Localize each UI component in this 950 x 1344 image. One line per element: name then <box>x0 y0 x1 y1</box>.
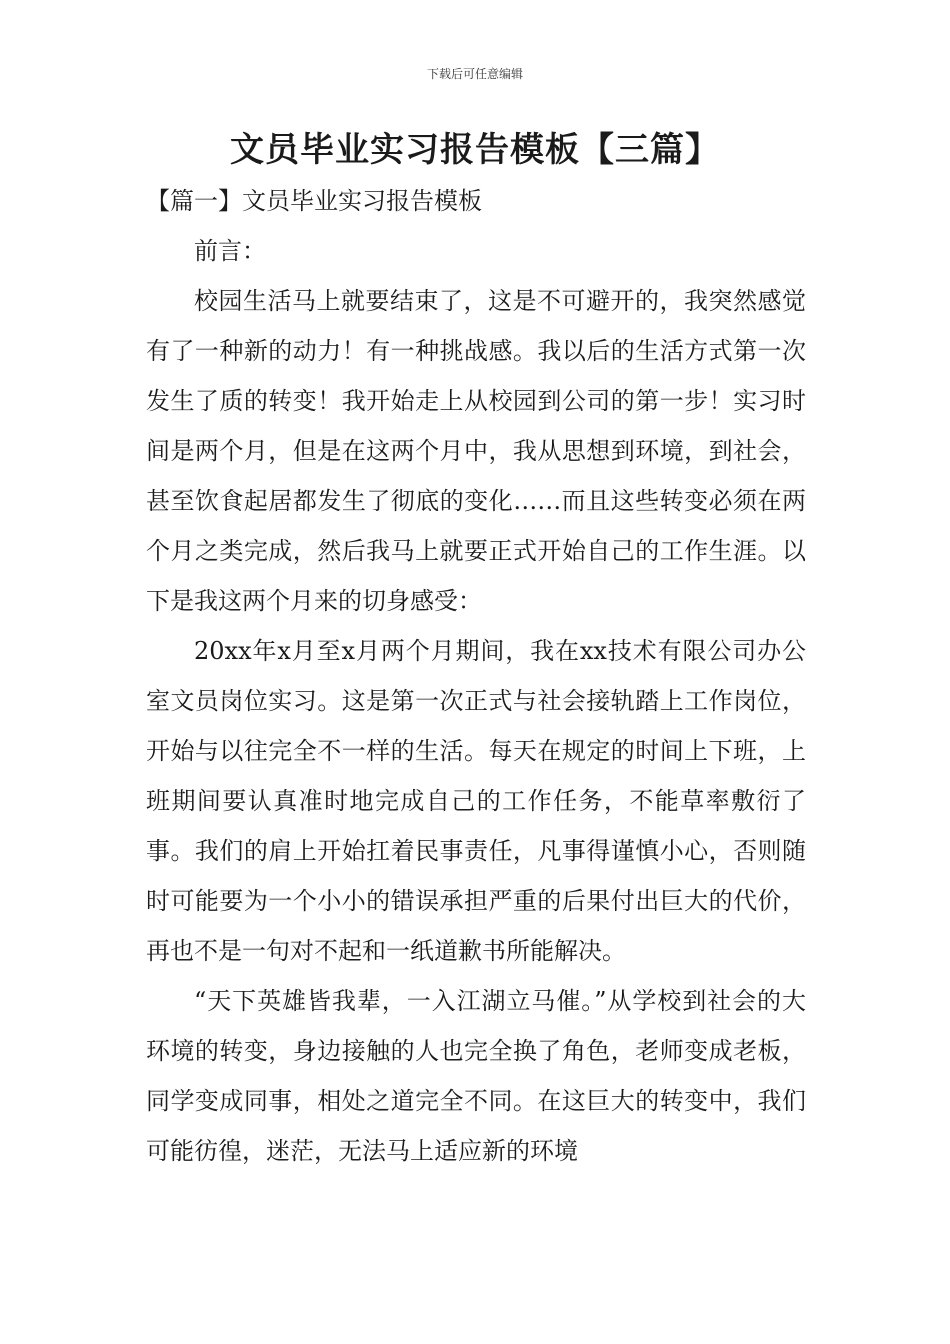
paragraph: 20xx年x月至x月两个月期间，我在xx技术有限公司办公室文员岗位实习。这是第一次正式与社会接轨踏上工作岗位，开始与以往完全不一样的生活。每天在规定的时间上下班，上班期间要认真准时地完成自己的工作任务，不能草率敷衍了事。我们的肩上开始扛着民事责任，凡事得谨慎小心，否则随时可能要为一个小小的错误承担严重的后果付出巨大的代价，再也不是一句对不起和一纸道歉书所能解决。 <box>146 637 806 965</box>
paragraph-preface: 前言： <box>194 237 266 265</box>
paragraph: “天下英雄皆我辈，一入江湖立马催。”从学校到社会的大环境的转变，身边接触的人也完全换了角色，老师变成老板，同学变成同事，相处之道完全不同。在这巨大的转变中，我们可能彷徨，迷茫，无法马上适应新的环境 <box>146 987 806 1165</box>
paragraph: 校园生活马上就要结束了，这是不可避开的，我突然感觉有了一种新的动力！有一种挑战感。我以后的生活方式第一次发生了质的转变！我开始走上从校园到公司的第一步！实习时间是两个月，但是在这两个月中，我从思想到环境，到社会，甚至饮食起居都发生了彻底的变化……而且这些转变必须在两个月之类完成，然后我马上就要正式开始自己的工作生涯。以下是我这两个月来的切身感受： <box>146 287 806 615</box>
header-note: 下载后可任意编辑 <box>426 67 523 81</box>
section-heading: 【篇一】文员毕业实习报告模板 <box>146 187 482 215</box>
document-body <box>146 176 806 1176</box>
document-title: 文员毕业实习报告模板【三篇】 <box>230 130 720 170</box>
